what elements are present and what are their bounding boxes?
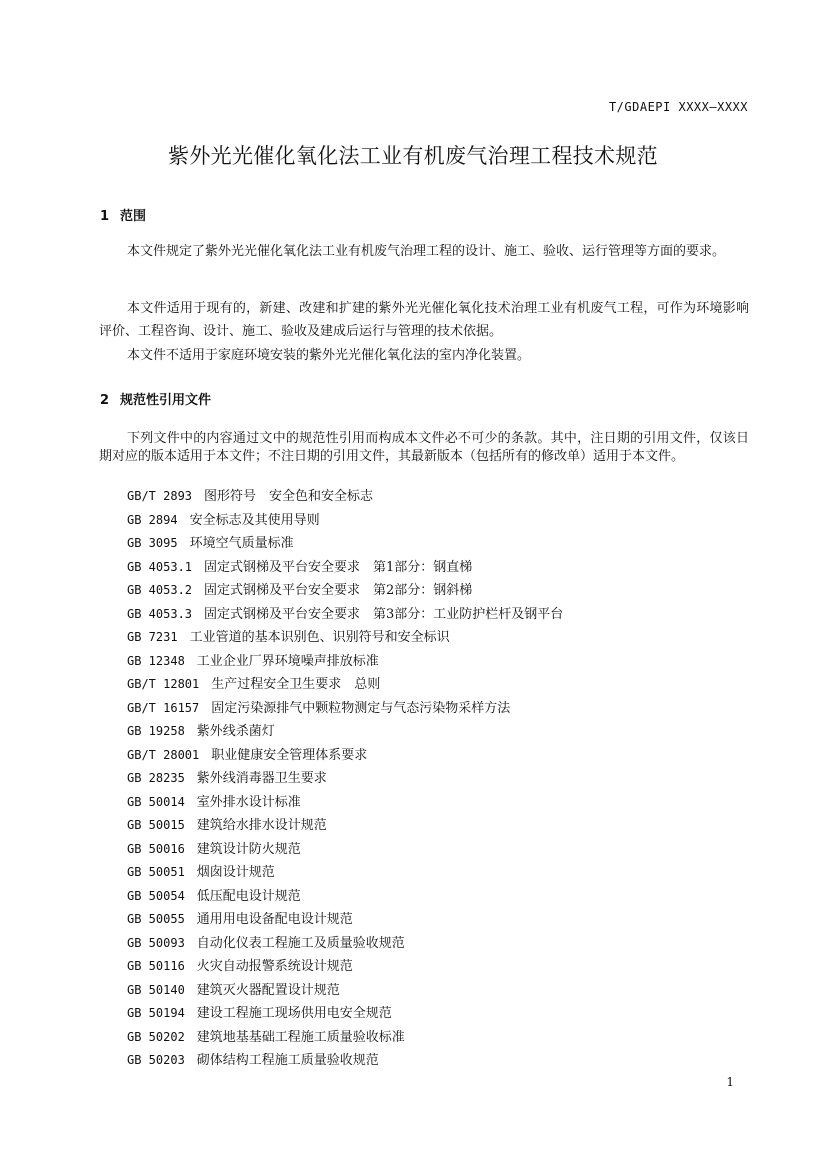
reference-code: GB/T 2893 xyxy=(127,489,193,503)
reference-item xyxy=(127,626,563,650)
reference-code: GB 2894 xyxy=(127,512,178,527)
reference-item xyxy=(127,979,563,1003)
section-1-paragraph-3: 本文件不适用于家庭环境安装的紫外光光催化氧化法的室内净化装置。 xyxy=(127,348,531,363)
reference-title: 烟囱设计规范 xyxy=(196,865,275,880)
reference-title: 固定式钢梯及平台安全要求 第3部分：工业防护栏杆及钢平台 xyxy=(204,606,564,622)
reference-item xyxy=(127,838,563,862)
reference-item xyxy=(127,720,563,744)
reference-title: 固定式钢梯及平台安全要求 第2部分：钢斜梯 xyxy=(204,583,473,598)
reference-code: GB 50116 xyxy=(127,959,185,973)
reference-item xyxy=(127,885,563,909)
section-2-title: 规范性引用文件 xyxy=(120,393,212,408)
reference-title: 建筑给水排水设计规范 xyxy=(196,818,327,833)
reference-title: 工业企业厂界环境噪声排放标准 xyxy=(196,653,379,669)
reference-item xyxy=(127,814,563,838)
page-title: 紫外光光催化氧化法工业有机废气治理工程技术规范 xyxy=(168,144,658,168)
reference-code: GB 4053.2 xyxy=(127,583,193,597)
reference-code: GB 4053.3 xyxy=(127,606,193,621)
reference-item xyxy=(127,1049,563,1073)
section-2-intro: 下列文件中的内容通过文中的规范性引用而构成本文件必不可少的条款。其中，注日期的引用文件，仅该日期对应的版本适用于本文件；不注日期的引用文件，其最新版本（包括所有的修改单）适用于本文件。 xyxy=(99,431,749,464)
reference-item xyxy=(127,532,563,556)
reference-title: 低压配电设计规范 xyxy=(196,888,301,904)
reference-item xyxy=(127,791,563,815)
reference-code: GB 50202 xyxy=(127,1029,185,1044)
reference-title: 安全标志及其使用导则 xyxy=(189,512,320,528)
section-2-heading xyxy=(100,389,211,408)
reference-item xyxy=(127,650,563,674)
page-number: 1 xyxy=(726,1075,734,1089)
section-2-number: 2 xyxy=(100,393,110,408)
section-1-paragraph-1: 本文件规定了紫外光光催化氧化法工业有机废气治理工程的设计、施工、验收、运行管理等方面的要求。 xyxy=(127,244,726,259)
reference-title: 紫外线杀菌灯 xyxy=(196,724,275,739)
reference-title: 砌体结构工程施工质量验收规范 xyxy=(196,1053,379,1068)
reference-title: 建筑设计防火规范 xyxy=(196,841,301,857)
reference-code: GB 7231 xyxy=(127,630,178,644)
reference-item xyxy=(127,579,563,603)
reference-code: GB/T 12801 xyxy=(127,677,200,691)
reference-item xyxy=(127,556,563,580)
reference-title: 图形符号 安全色和安全标志 xyxy=(204,489,374,504)
reference-title: 环境空气质量标准 xyxy=(189,536,294,551)
section-1-number: 1 xyxy=(100,209,110,224)
section-1-paragraph-2: 本文件适用于现有的，新建、改建和扩建的紫外光光催化氧化技术治理工业有机废气工程，可作为环境影响评价、工程咨询、设计、施工、验收及建成后运行与管理的技术依据。 xyxy=(99,301,749,339)
section-1-heading xyxy=(100,205,146,224)
reference-code: GB 50016 xyxy=(127,841,185,856)
reference-code: GB 19258 xyxy=(127,724,185,738)
reference-code: GB 50203 xyxy=(127,1053,185,1067)
reference-title: 固定式钢梯及平台安全要求 第1部分：钢直梯 xyxy=(204,559,473,575)
reference-item xyxy=(127,932,563,956)
reference-title: 室外排水设计标准 xyxy=(196,794,301,810)
reference-item xyxy=(127,603,563,627)
reference-title: 建筑地基基础工程施工质量验收标准 xyxy=(196,1029,405,1045)
reference-code: GB 50093 xyxy=(127,935,185,950)
reference-item xyxy=(127,1026,563,1050)
reference-title: 工业管道的基本识别色、识别符号和安全标识 xyxy=(189,630,450,645)
reference-item xyxy=(127,673,563,697)
reference-item xyxy=(127,767,563,791)
normative-references-list xyxy=(127,485,563,1073)
reference-item xyxy=(127,509,563,533)
reference-title: 紫外线消毒器卫生要求 xyxy=(196,771,327,786)
reference-title: 固定污染源排气中颗粒物测定与气态污染物采样方法 xyxy=(211,700,511,716)
reference-code: GB 4053.1 xyxy=(127,559,193,574)
reference-code: GB/T 16157 xyxy=(127,700,200,715)
reference-item xyxy=(127,908,563,932)
reference-code: GB 50051 xyxy=(127,865,185,879)
reference-code: GB 3095 xyxy=(127,536,178,550)
reference-title: 自动化仪表工程施工及质量验收规范 xyxy=(196,935,405,951)
reference-code: GB 50054 xyxy=(127,888,185,903)
reference-code: GB 50015 xyxy=(127,818,185,832)
reference-item xyxy=(127,955,563,979)
reference-title: 建筑灭火器配置设计规范 xyxy=(196,982,340,998)
reference-code: GB 28235 xyxy=(127,771,185,785)
section-1-title: 范围 xyxy=(120,209,147,224)
reference-code: GB/T 28001 xyxy=(127,747,200,762)
reference-item xyxy=(127,1002,563,1026)
document-code: T/GDAEPI XXXX—XXXX xyxy=(608,100,748,114)
reference-code: GB 50055 xyxy=(127,912,185,926)
reference-code: GB 50140 xyxy=(127,982,185,997)
reference-title: 火灾自动报警系统设计规范 xyxy=(196,959,353,974)
reference-item xyxy=(127,861,563,885)
reference-title: 生产过程安全卫生要求 总则 xyxy=(211,677,381,692)
reference-title: 职业健康安全管理体系要求 xyxy=(211,747,368,763)
reference-code: GB 50014 xyxy=(127,794,185,809)
reference-title: 通用用电设备配电设计规范 xyxy=(196,912,353,927)
reference-item xyxy=(127,485,563,509)
reference-item xyxy=(127,744,563,768)
reference-code: GB 50194 xyxy=(127,1006,185,1020)
reference-code: GB 12348 xyxy=(127,653,185,668)
reference-item xyxy=(127,697,563,721)
reference-title: 建设工程施工现场供用电安全规范 xyxy=(196,1006,392,1021)
